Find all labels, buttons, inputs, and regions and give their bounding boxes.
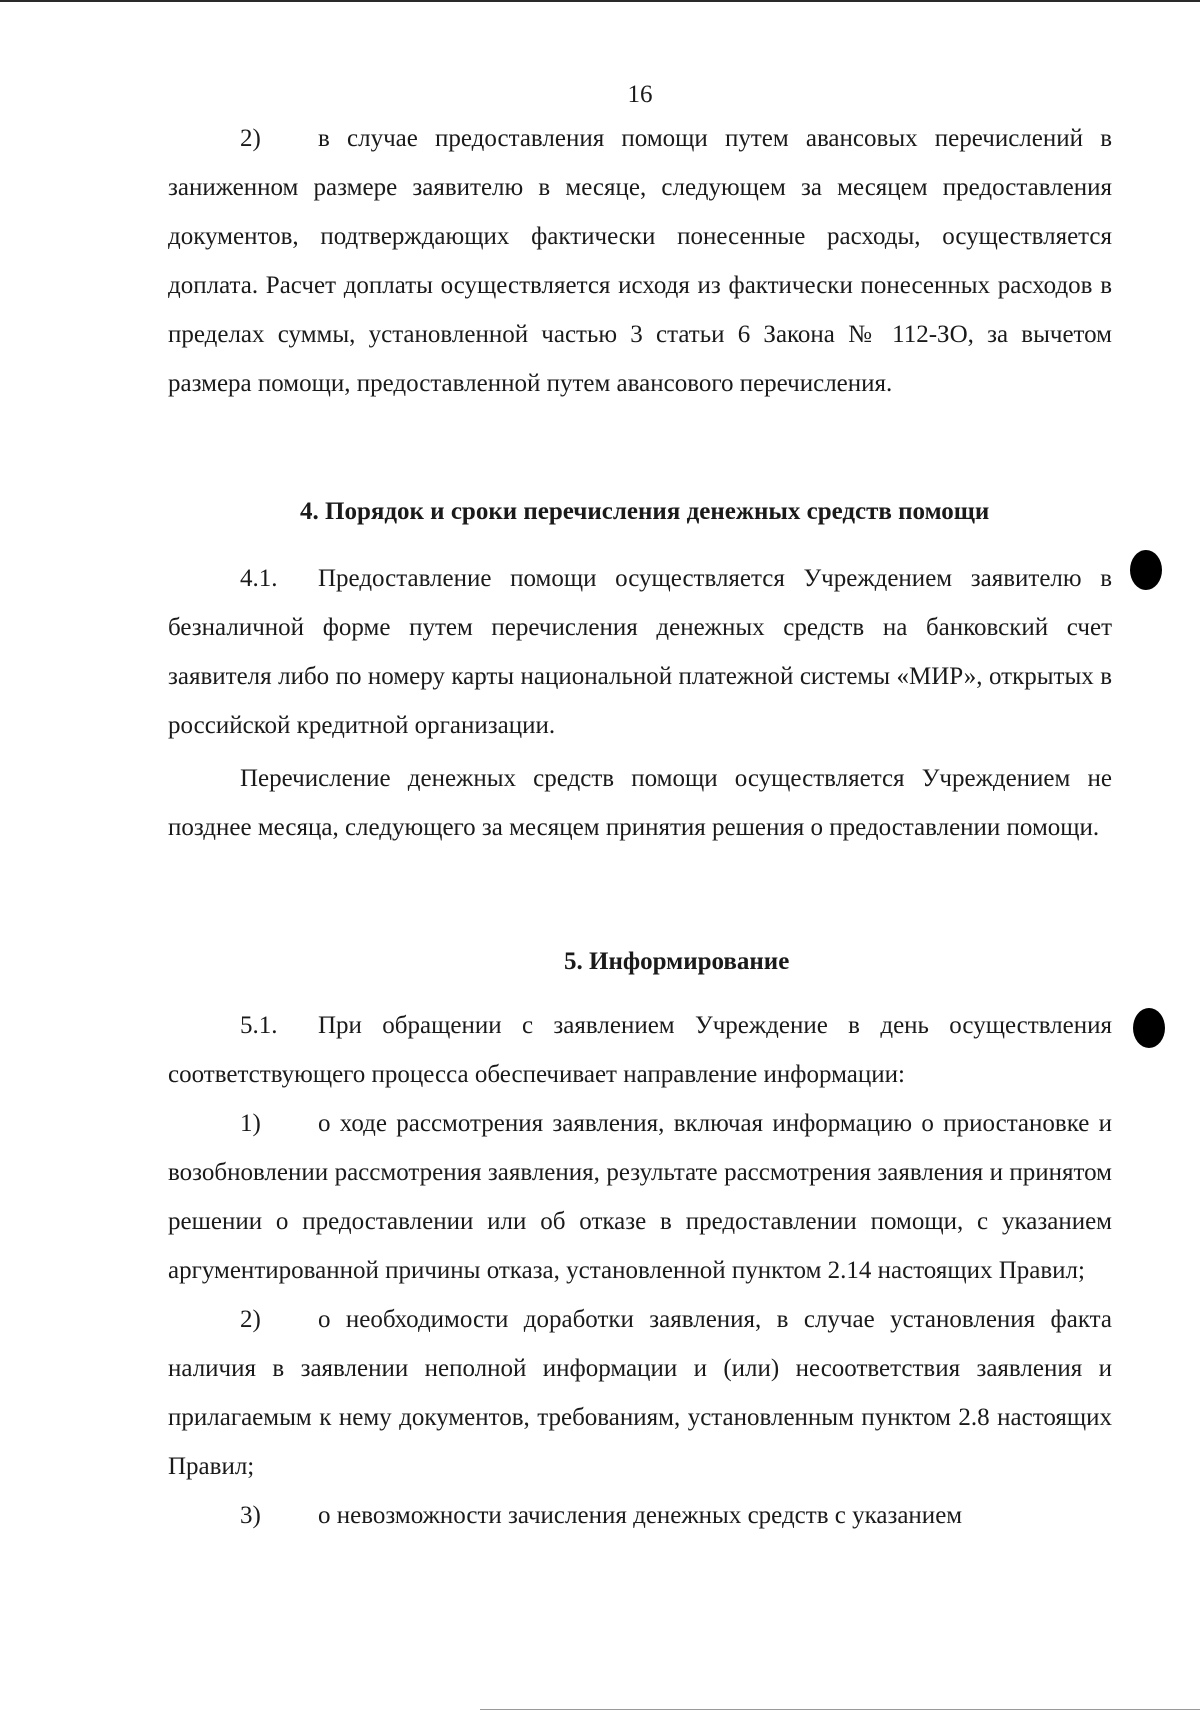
paragraph-5-1 bbox=[168, 1001, 1112, 1099]
section5-heading: 5. Информирование bbox=[564, 948, 790, 975]
scan-dot-marker-top bbox=[1130, 550, 1162, 590]
paragraph-4-1 bbox=[168, 554, 1112, 750]
scan-dot-marker-bottom bbox=[1133, 1008, 1165, 1048]
scan-bottom-edge bbox=[480, 1709, 1200, 1710]
section3-continuation bbox=[168, 114, 1112, 408]
list-item-text: о ходе рассмотрения заявления, включая информацию о приостановке и возобновлении рассмотрения заявления, результате рассмотрения заявления и принятом решении о предоставлении или об отказе в предоставлении помощи, с указанием аргументированной причины отказа, установленной пунктом 2.14 настоящих Правил; bbox=[168, 1110, 1112, 1284]
page-number: 16 bbox=[627, 81, 653, 108]
paragraph-4-1-cont: Перечисление денежных средств помощи осуществляется Учреждением не позднее месяца, следующего за месяцем принятия решения о предоставлении помощи. bbox=[168, 765, 1112, 841]
list-item-2 bbox=[168, 114, 1112, 408]
section4-body bbox=[168, 554, 1112, 852]
list-item-text: о невозможности зачисления денежных средств с указанием bbox=[318, 1502, 963, 1529]
scan-top-edge bbox=[0, 0, 1200, 2]
list-item-text: в случае предоставления помощи путем авансовых перечислений в заниженном размере заявителю в месяце, следующем за месяцем предоставления документов, подтверждающих фактически понесенные расходы, осуществляется доплата. Расчет доплаты осуществляется исходя из фактически понесенных расходов в пределах суммы, установленной частью 3 статьи 6 Закона № 112-ЗО, за вычетом размера помощи, предоставленной путем авансового перечисления. bbox=[168, 125, 1112, 397]
paragraph-number: 4.1. bbox=[240, 565, 278, 592]
section4-heading: 4. Порядок и сроки перечисления денежных средств помощи bbox=[300, 498, 990, 525]
section5-body bbox=[168, 1001, 1112, 1540]
list-item-1 bbox=[168, 1099, 1112, 1295]
list-item-3 bbox=[168, 1491, 1112, 1540]
list-item-number: 2) bbox=[240, 1306, 261, 1333]
paragraph-text: При обращении с заявлением Учреждение в день осуществления соответствующего процесса обеспечивает направление информации: bbox=[168, 1012, 1112, 1088]
list-item-2 bbox=[168, 1295, 1112, 1491]
paragraph-text: Предоставление помощи осуществляется Учреждением заявителю в безналичной форме путем перечисления денежных средств на банковский счет заявителя либо по номеру карты национальной платежной системы «МИР», открытых в российской кредитной организации. bbox=[168, 565, 1112, 739]
list-item-number: 1) bbox=[240, 1110, 261, 1137]
paragraph-number: 5.1. bbox=[240, 1012, 278, 1039]
list-item-number: 2) bbox=[240, 125, 261, 152]
list-item-number: 3) bbox=[240, 1502, 261, 1529]
list-item-text: о необходимости доработки заявления, в случае установления факта наличия в заявлении неполной информации и (или) несоответствия заявления и прилагаемым к нему документов, требованиям, установленным пунктом 2.8 настоящих Правил; bbox=[168, 1306, 1112, 1480]
